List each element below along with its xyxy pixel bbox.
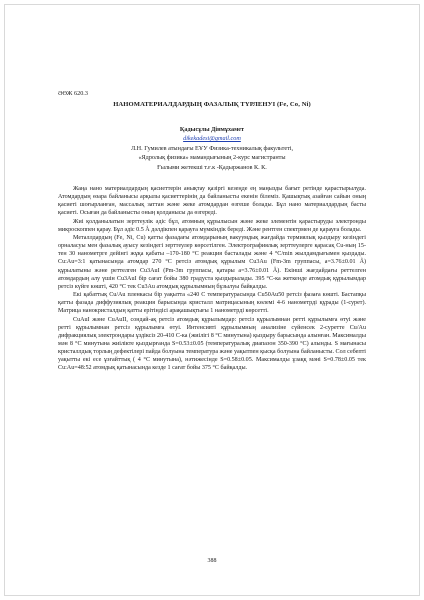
paper-title: НАНОМАТЕРИАЛДАРДЫҢ ФАЗАЛЫҚ ТҮРЛЕНУІ (Fe, Co, Ni)	[113, 101, 311, 108]
author-program: «Ядролық физика» мамандығының 2-курс магистранты	[138, 154, 286, 162]
paragraph: Металлдардың (Fe, Ni, Cu) қатты фазадағы атомдарының вакуумдық жағдайда термиялық қыздыру кезіндегі орналасуы мен фазалық ауысу кезіндегі зерттеулер көрсетілген. Электрографиялық зерттеулерге қарасақ Cu-ның 15-тен 30 нанометрге дейінгі жұқа қабаты –170-180 °С реакция басталады және 4 °С/min жылдамдығымен қыздады. Cu:Au=3:1 қатынасында атомдар 270 °С ретсіз атомдық құрылым Cu3Au (Fm-3m группасы, а=3.76±0.01 Å) құрылатыны және реттелген Cu3AuI (Pm-3m группасы, қатары а=3.76±0.01 Å). Екінші жағдайдағы реттелген атомдардың алу үшін Cu3AuI бір сағат бойы 380 градуста қыздырылады. 395 °С-ка жеткенде атомдық құрылымдар ретсіз күйге көшті, 420 °С тек Cu3Au атомдық құрылымның бұзылуы байқалды.	[58, 234, 366, 290]
body-text	[58, 185, 366, 373]
author-affiliation: Л.Н. Гумилев атындағы ЕҰУ Физика-техникалық факультеті,	[130, 144, 294, 152]
author-block	[58, 125, 366, 172]
udc-code: ӘӨЖ 620.3	[58, 90, 88, 97]
paragraph: Жаңа нано материалдардың қасиеттерін анықтау қазіргі кезеңде ең маңызды бағыт ретінде қарастырылуда. Атомдардың өзара байланысы арқылы қасиеттерінің да байланысты екенін білеміз. Қашықтық азайған сайын оның қасиеті шоғырланған, массалық заттан және жеке атомдардан өзгеше болады. Бұл нано материалдардың басты қасиеті. Осыған да байланысты оның қолданысы да өзгереді.	[58, 186, 366, 217]
paragraph: Екі қабаттық Cu/Au пленкасы бір уақытта «240 С температурасында Cu50Au50 ретсіз фазаға көшті. Бастапқы қатты фазада диффузиялық реакция барысында кристалл матрицасының көлемі 4-6 нанометрді құрады (1-сурет). Матрица нанокристалдың қатты ерітіндісі арақашықтығы 1 нанометрді көрсетті.	[58, 292, 366, 315]
author-email-link[interactable]: dikekadesi@gmail.com	[183, 135, 241, 143]
page-number: 388	[207, 558, 217, 564]
paragraph: Жиі қолданылатын зерттеулік әдіс бұл, атомның құрылысын және жеке элементін қарастыруды электронды микроскоппен қарау. Бұл әдіс 0.5 Å дәлдікпен қарауға мүмкіндік береді. Және рентген спектрмен де қарауға болады.	[58, 218, 366, 233]
author-supervisor: Ғылыми жетекші т.ғ.к -Қадыржанов К. К.	[157, 163, 267, 171]
author-name: Қадысұлы Дінмұхамет	[179, 126, 245, 133]
paragraph: CuAuI және CuAuII, сондай-ақ ретсіз атомдық құрылымдар: ретсіз құрылымнан ретті құрылымға өтуі және ретті құрылымнан ретсіз құрылымға өтуі. Интенсивті құрылымның анализіне сүйенсек 2-суретте Cu/Au дифракциялық электрондары ұздіксіз 20-410 С-ка (жиілігі 8 °С минутына) қыздыру барысында алынған. Максималды мән 8 °С минутына жиілікте қыздырғанда S=0.53±0.05 (температуралық диапазон 350-390 °С) алынды. S мағынасы кристаллдық торлың дефектілері пайда болуына температура және уақытпен қысқа болуына байланысты. Сол себепті уақытты екі есе ұзғайттық ( 4 °С минутына), нәтижесінде S=0.58±0.05. Максималды ұзаққ мәні S=0.78±0.05 тек Cu:Au=48:52 атомдық қатынасында кезде 1 сағат бойы 375 °С байқалды.	[58, 316, 366, 372]
